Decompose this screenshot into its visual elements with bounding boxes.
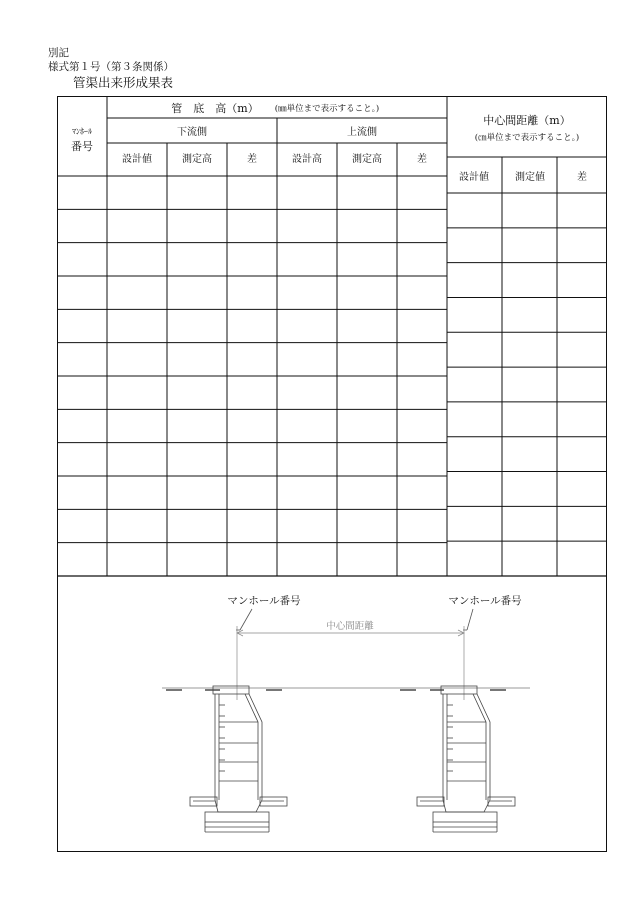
document-title: 管渠出来形成果表 [73,75,174,90]
table-rows [57,209,607,542]
distance-dimension [237,626,464,700]
center-design-col: 設計値 [459,172,489,183]
manhole-header-bottom: 番号 [71,140,93,153]
manhole-label-left: マンホール番号 [227,595,301,607]
table-grid [57,96,607,576]
center-measured-col: 測定値 [515,172,545,183]
manhole-right [417,686,515,832]
center-diff-col: 差 [577,172,587,183]
center-distance-title: 中心間距離（m） [483,114,571,127]
upstream-measured-col: 測定高 [352,154,382,165]
manhole-left [190,686,287,832]
downstream-measured-col: 測定高 [182,154,212,165]
center-distance-note: (㎝単位まで表示すること。) [474,133,580,143]
upstream-design-col: 設計高 [292,154,322,165]
downstream-design-col: 設計値 [122,154,152,165]
pipe-bottom-title: 管 底 高（m） [171,102,259,115]
appendix-label: 別記 [48,47,69,59]
manhole-label-right: マンホール番号 [448,595,522,607]
distance-label: 中心間距離 [326,621,374,632]
downstream-diff-col: 差 [247,154,257,165]
upstream-diff-col: 差 [417,154,427,165]
manhole-header-top: ﾏﾝﾎｰﾙ [72,127,92,136]
ground-line [162,688,530,690]
pipe-bottom-note: (㎜単位まで表示すること。) [274,104,380,114]
upstream-label: 上流側 [347,127,377,138]
form-number: 様式第１号（第３条関係） [48,61,174,73]
downstream-label: 下流側 [177,127,207,138]
